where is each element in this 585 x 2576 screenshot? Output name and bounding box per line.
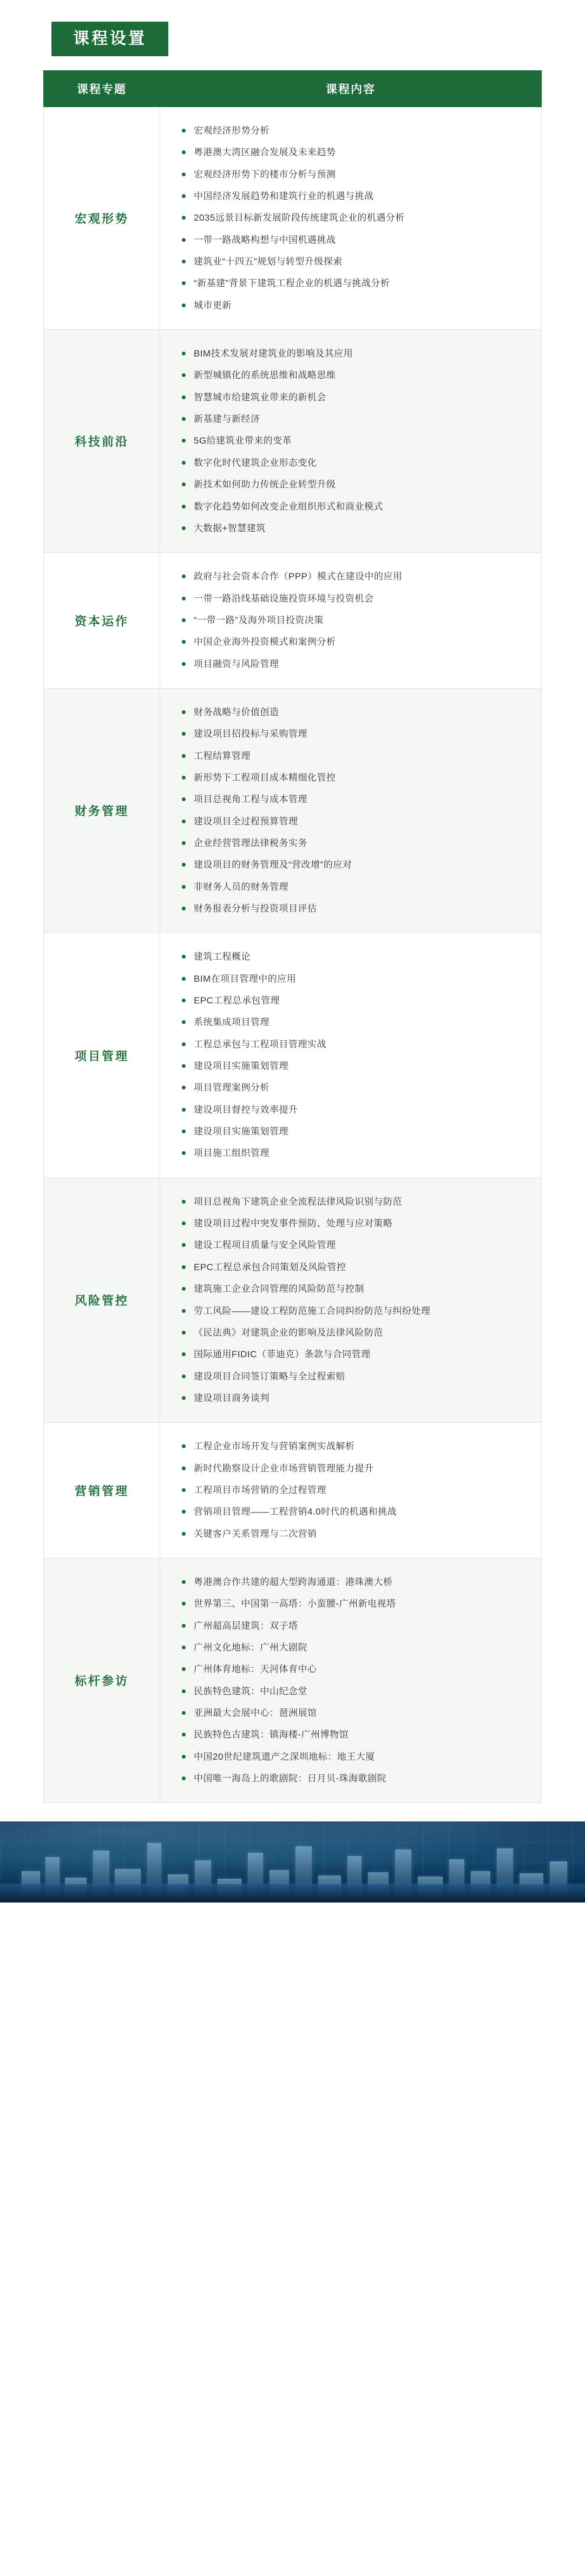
course-item: 中国20世纪建筑遗产之深圳地标：地王大厦 (180, 1746, 530, 1768)
course-item-list (180, 946, 530, 1164)
header-topic: 课程专题 (44, 71, 160, 107)
course-item: 政府与社会资本合作（PPP）模式在建设中的应用 (180, 566, 530, 587)
course-item: EPC工程总承包合同策划及风险管控 (180, 1257, 530, 1278)
table-row (44, 1423, 542, 1558)
course-item: 5G给建筑业带来的变革 (180, 430, 530, 452)
course-item: 民族特色古建筑：镇海楼-广州博物馆 (180, 1724, 530, 1746)
course-item: 项目施工组织管理 (180, 1142, 530, 1164)
course-item-list (180, 702, 530, 920)
course-item: 关键客户关系管理与二次营销 (180, 1523, 530, 1545)
course-item: 建设项目的财务管理及“营改增”的应对 (180, 854, 530, 876)
course-item: 广州超高层建筑：双子塔 (180, 1615, 530, 1637)
course-item: 工程项目市场营销的全过程管理 (180, 1479, 530, 1501)
course-item: 项目管理案例分析 (180, 1077, 530, 1099)
course-item: BIM在项目管理中的应用 (180, 968, 530, 990)
course-item-list (180, 1191, 530, 1409)
course-item: 建设工程项目质量与安全风险管理 (180, 1234, 530, 1256)
course-item: 新时代勘察设计企业市场营销管理能力提升 (180, 1458, 530, 1479)
course-item: 广州体育地标：天河体育中心 (180, 1659, 530, 1680)
table-header-row (44, 71, 542, 107)
course-item: 营销项目管理——工程营销4.0时代的机遇和挑战 (180, 1501, 530, 1523)
table-row (44, 933, 542, 1178)
course-item: 劳工风险——建设工程防范施工合同纠纷防范与纠纷处理 (180, 1300, 530, 1322)
course-item: 数字化时代建筑企业形态变化 (180, 452, 530, 474)
topic-cell: 风险管控 (44, 1178, 160, 1422)
topic-cell: 宏观形势 (44, 107, 160, 330)
course-item: EPC工程总承包管理 (180, 990, 530, 1012)
topic-cell: 标杆参访 (44, 1558, 160, 1802)
course-item: 系统集成项目管理 (180, 1012, 530, 1033)
course-item: 亚洲最大会展中心：琶洲展馆 (180, 1702, 530, 1724)
course-item: 建设项目商务谈判 (180, 1388, 530, 1409)
course-item: 数字化趋势如何改变企业组织形式和商业模式 (180, 496, 530, 518)
course-table (43, 70, 542, 1803)
course-item: 新基建与新经济 (180, 408, 530, 430)
topic-cell: 营销管理 (44, 1423, 160, 1558)
course-item: 国际通用FIDIC（菲迪克）条款与合同管理 (180, 1344, 530, 1365)
course-item: 粤港澳合作共建的超大型跨海通道：港珠澳大桥 (180, 1571, 530, 1593)
course-item: 建设项目督控与效率提升 (180, 1099, 530, 1121)
course-item: 财务报表分析与投资项目评估 (180, 898, 530, 920)
course-item: 中国经济发展趋势和建筑行业的机遇与挑战 (180, 186, 530, 207)
course-item: 粤港澳大湾区融合发展及未来趋势 (180, 142, 530, 163)
course-item: 项目融资与风险管理 (180, 653, 530, 675)
course-item: 工程结算管理 (180, 745, 530, 767)
table-row (44, 1178, 542, 1422)
table-head (44, 71, 542, 107)
header-content: 课程内容 (160, 71, 542, 107)
course-item: 非财务人员的财务管理 (180, 876, 530, 898)
course-item-list (180, 343, 530, 539)
course-item: “新基建”背景下建筑工程企业的机遇与挑战分析 (180, 273, 530, 294)
content-cell (160, 1178, 542, 1422)
table-row (44, 1558, 542, 1802)
course-item: 世界第三、中国第一高塔：小蛮腰-广州新电视塔 (180, 1593, 530, 1615)
course-item-list (180, 1436, 530, 1545)
content-cell (160, 688, 542, 933)
table-row (44, 553, 542, 689)
course-item: 一带一路战略构想与中国机遇挑战 (180, 229, 530, 251)
course-item: 中国唯一海岛上的歌剧院：日月贝-珠海歌剧院 (180, 1768, 530, 1789)
course-item: 《民法典》对建筑企业的影响及法律风险防范 (180, 1322, 530, 1344)
course-item: 宏观经济形势分析 (180, 120, 530, 142)
content-cell (160, 553, 542, 689)
course-item: 建筑施工企业合同管理的风险防范与控制 (180, 1278, 530, 1300)
course-item: 建筑业“十四五”规划与转型升级探索 (180, 251, 530, 273)
course-item: 建设项目合同签订策略与全过程索赔 (180, 1366, 530, 1388)
course-item: 新型城镇化的系统思维和战略思维 (180, 365, 530, 386)
course-item: 中国企业海外投资模式和案例分析 (180, 631, 530, 653)
course-item: 工程企业市场开发与营销案例实战解析 (180, 1436, 530, 1457)
course-item: 民族特色建筑：中山纪念堂 (180, 1681, 530, 1702)
course-item-list (180, 120, 530, 316)
course-item: 建设项目招投标与采购管理 (180, 723, 530, 745)
content-cell (160, 107, 542, 330)
course-item: 建筑工程概论 (180, 946, 530, 968)
course-item: 智慧城市给建筑业带来的新机会 (180, 387, 530, 408)
content-cell (160, 1558, 542, 1802)
table-row (44, 688, 542, 933)
topic-cell: 项目管理 (44, 933, 160, 1178)
course-item: 2035远景目标新发展阶段传统建筑企业的机遇分析 (180, 207, 530, 229)
footer-cityscape-image (0, 1821, 585, 1903)
course-item: 建设项目实施策划管理 (180, 1055, 530, 1077)
topic-cell: 资本运作 (44, 553, 160, 689)
course-item: 宏观经济形势下的楼市分析与预测 (180, 164, 530, 186)
table-body (44, 107, 542, 1803)
course-item: 建设项目过程中突发事件预防、处理与应对策略 (180, 1213, 530, 1234)
topic-cell: 科技前沿 (44, 330, 160, 553)
course-item: 财务战略与价值创造 (180, 702, 530, 723)
page-title-wrap (0, 0, 585, 70)
course-item: 建设项目实施策划管理 (180, 1121, 530, 1142)
course-item: 新形势下工程项目成本精细化管控 (180, 767, 530, 789)
table-row (44, 330, 542, 553)
course-item: BIM技术发展对建筑业的影响及其应用 (180, 343, 530, 365)
course-item: 工程总承包与工程项目管理实战 (180, 1034, 530, 1055)
course-item: 建设项目全过程预算管理 (180, 811, 530, 833)
course-item: “一带一路”及海外项目投资决策 (180, 610, 530, 631)
course-item-list (180, 566, 530, 675)
course-item: 项目总视角工程与成本管理 (180, 789, 530, 810)
course-item: 企业经营管理法律税务实务 (180, 833, 530, 854)
course-item: 大数据+智慧建筑 (180, 518, 530, 539)
content-cell (160, 1423, 542, 1558)
footer-water (0, 1884, 585, 1903)
course-item: 广州文化地标：广州大剧院 (180, 1637, 530, 1659)
course-item: 一带一路沿线基础设施投资环境与投资机会 (180, 588, 530, 610)
course-item: 项目总视角下建筑企业全流程法律风险识别与防范 (180, 1191, 530, 1213)
course-item-list (180, 1571, 530, 1789)
course-item: 城市更新 (180, 295, 530, 316)
content-cell (160, 330, 542, 553)
table-row (44, 107, 542, 330)
page-title: 课程设置 (51, 22, 168, 56)
course-item: 新技术如何助力传统企业转型升级 (180, 474, 530, 496)
content-cell (160, 933, 542, 1178)
topic-cell: 财务管理 (44, 688, 160, 933)
